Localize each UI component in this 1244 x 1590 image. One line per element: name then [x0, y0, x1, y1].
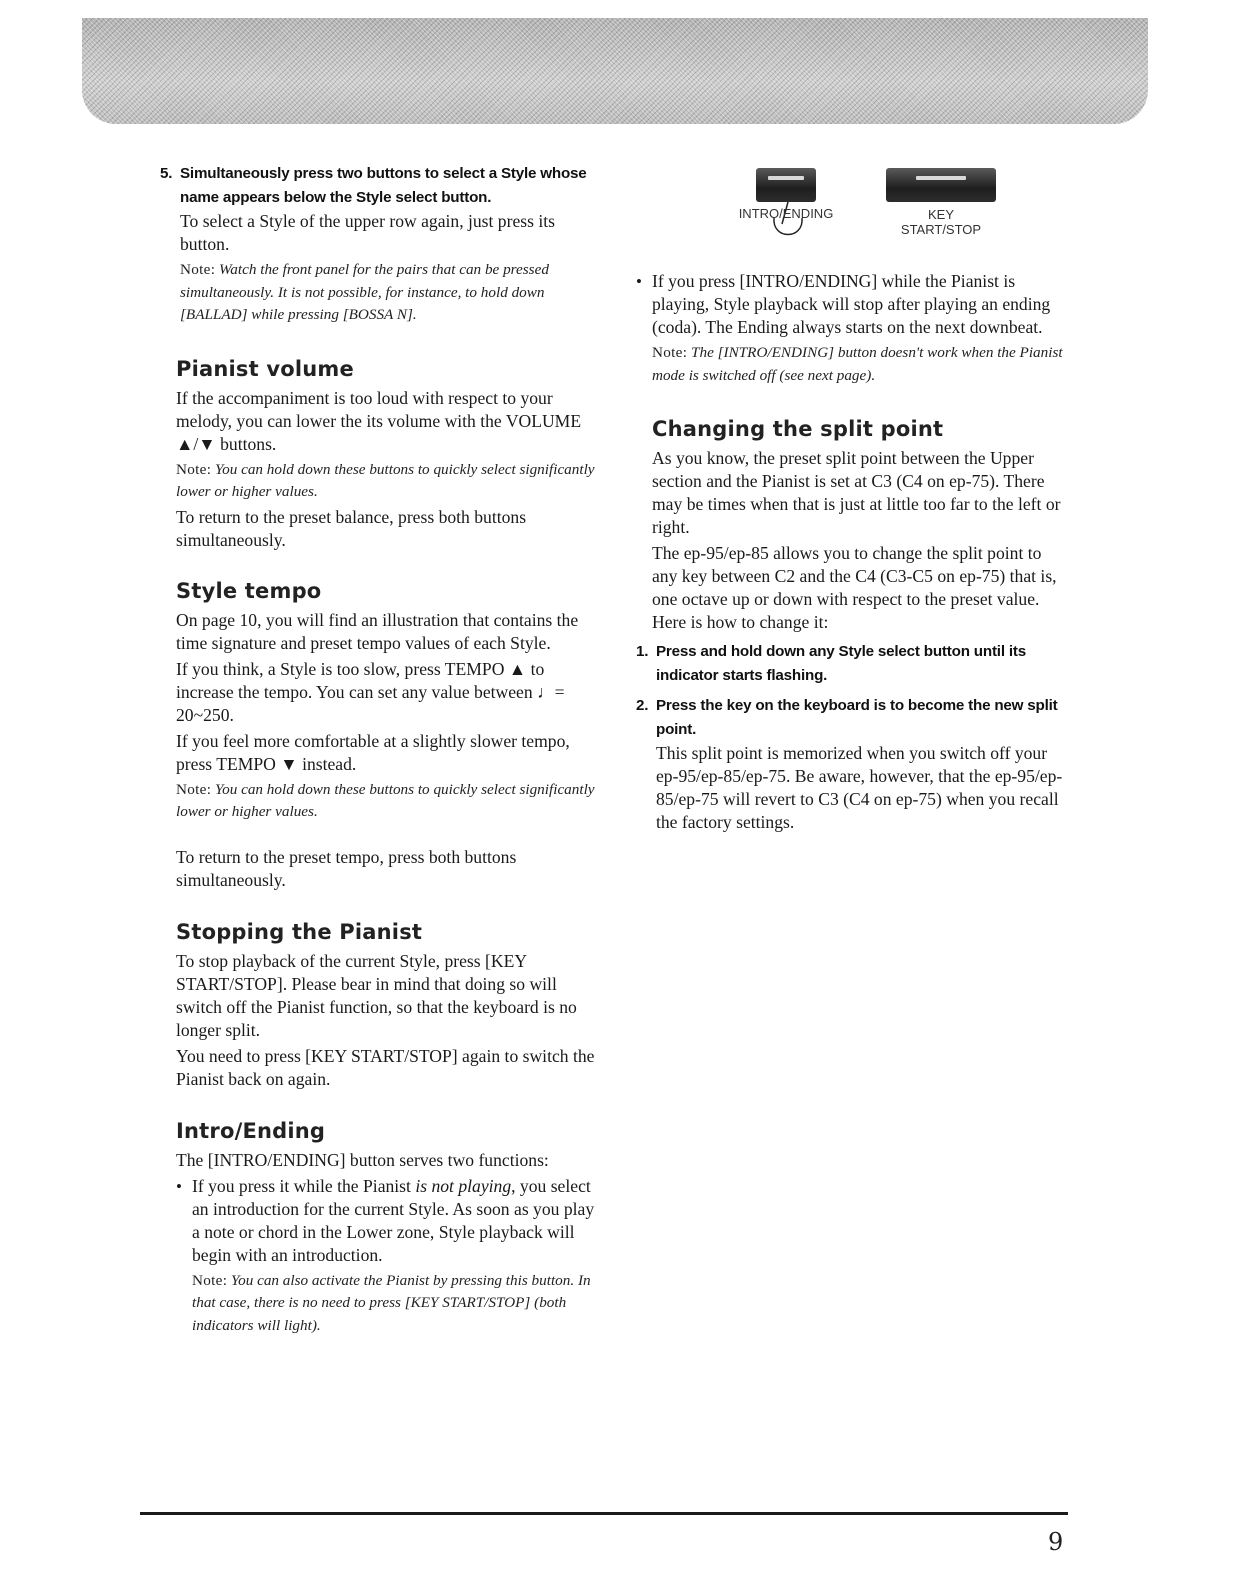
footer-rule	[140, 1512, 1068, 1515]
key-start-stop-button[interactable]	[886, 168, 996, 202]
section-heading: Pianist volume	[176, 356, 354, 381]
note	[192, 1270, 605, 1338]
section-heading: Style tempo	[176, 578, 322, 603]
note	[180, 259, 605, 327]
note	[176, 779, 605, 824]
step-2	[636, 694, 1070, 837]
paragraph: You need to press [KEY START/STOP] again to switch the Pianist back on again.	[176, 1045, 595, 1089]
note-text: You can hold down these buttons to quickly select significantly lower or higher values.	[176, 780, 595, 820]
step-title: Press the key on the keyboard is to become the new split point.	[656, 697, 1058, 738]
bullet-dot: •	[176, 1176, 182, 1196]
note	[176, 459, 605, 504]
note-label: Note:	[180, 261, 216, 278]
paragraph: On page 10, you will find an illustration that contains the time signature and preset tempo values of each Style.	[176, 609, 579, 653]
note-label: Note:	[192, 1271, 228, 1289]
paragraph: To return to the preset tempo, press both buttons simultaneously.	[176, 846, 517, 890]
intro-ending-label: INTRO/ENDING	[738, 206, 834, 221]
note-label: Note:	[652, 344, 688, 361]
note-label: Note:	[176, 780, 212, 798]
step-number: 2.	[636, 697, 649, 714]
key-label: KEY	[927, 207, 954, 222]
section-intro-ending	[176, 1119, 605, 1338]
page-number: 9	[1048, 1528, 1064, 1556]
left-column	[160, 162, 605, 1337]
note-text: The [INTRO/ENDING] button doesn't work when the Pianist mode is switched off (see next page).	[652, 344, 1063, 384]
note-text: Watch the front panel for the pairs that can be pressed simultaneously. It is not possible, for instance, to hold down [BALLAD] while pressing [BOSSA N].	[180, 261, 549, 323]
step-1	[636, 640, 1070, 688]
step-title: Press and hold down any Style select button until its indicator starts flashing.	[656, 643, 1026, 684]
section-heading: Intro/Ending	[176, 1118, 326, 1143]
paragraph: If the accompaniment is too loud with respect to your melody, you can lower the its volume with the VOLUME ▲/▼ buttons.	[176, 387, 582, 454]
start-stop-label: START/STOP	[900, 222, 982, 237]
bullet-text: If you press [INTRO/ENDING] while the Pianist is playing, Style playback will stop after playing an ending (coda). The Ending always starts on the next downbeat.	[652, 271, 1051, 337]
section-pianist-volume	[176, 357, 605, 552]
intro-ending-button[interactable]	[756, 168, 816, 202]
paragraph: If you think, a Style is too slow, press TEMPO ▲ to increase the tempo. You can set any value between ♩= 20~250.	[176, 658, 565, 725]
paragraph: The ep-95/ep-85 allows you to change the split point to any key between C2 and the C4 (C3-C5 on ep-75) that is, one octave up or down with respect to the preset value. Here is how to change it:	[652, 543, 1057, 632]
section-style-tempo	[176, 579, 605, 892]
step-number: 1.	[636, 643, 649, 660]
note-label: Note:	[176, 460, 212, 478]
step-body: To select a Style of the upper row again, just press its button.	[180, 211, 555, 254]
paragraph: The [INTRO/ENDING] button serves two functions:	[176, 1149, 549, 1170]
note-text: You can also activate the Pianist by pressing this button. In that case, there is no need to press [KEY START/STOP] (both indicators will light).	[192, 1271, 591, 1334]
right-column	[636, 270, 1070, 837]
paragraph: If you feel more comfortable at a slightly slower tempo, press TEMPO ▼ instead.	[176, 730, 570, 774]
paragraph: This split point is memorized when you switch off your ep-95/ep-85/ep-75. Be aware, however, that the ep-95/ep-85/ep-75 will revert to C3 (C4 on ep-75) when you recall the factory settings.	[656, 743, 1063, 832]
section-heading: Changing the split point	[652, 417, 944, 441]
bullet-dot: •	[636, 272, 642, 291]
paragraph: To stop playback of the current Style, press [KEY START/STOP]. Please bear in mind that doing so will switch off the Pianist function, so that the keyboard is no longer split.	[176, 950, 577, 1040]
bullet-text: If you press it while the Pianist is not playing, you select an introduction for the current Style. As soon as you play a note or chord in the Lower zone, Style playback will begin with an introduction.	[192, 1175, 595, 1265]
section-split-point	[652, 417, 1070, 634]
header-band	[82, 18, 1148, 124]
step-number: 5.	[160, 165, 173, 182]
step-title: Simultaneously press two buttons to select a Style whose name appears below the Style select button.	[180, 165, 587, 206]
note-text: You can hold down these buttons to quickly select significantly lower or higher values.	[176, 460, 595, 500]
paragraph: To return to the preset balance, press both buttons simultaneously.	[176, 506, 527, 550]
bullet-item	[636, 270, 1070, 387]
bullet-item	[176, 1175, 605, 1338]
section-heading: Stopping the Pianist	[176, 919, 423, 944]
section-stopping-pianist	[176, 920, 605, 1091]
step-5	[160, 162, 605, 327]
paragraph: As you know, the preset split point between the Upper section and the Pianist is set at C3 (C4 on ep-75). There may be times when that is just at little too far to the left or right.	[652, 448, 1061, 537]
note	[652, 342, 1070, 387]
